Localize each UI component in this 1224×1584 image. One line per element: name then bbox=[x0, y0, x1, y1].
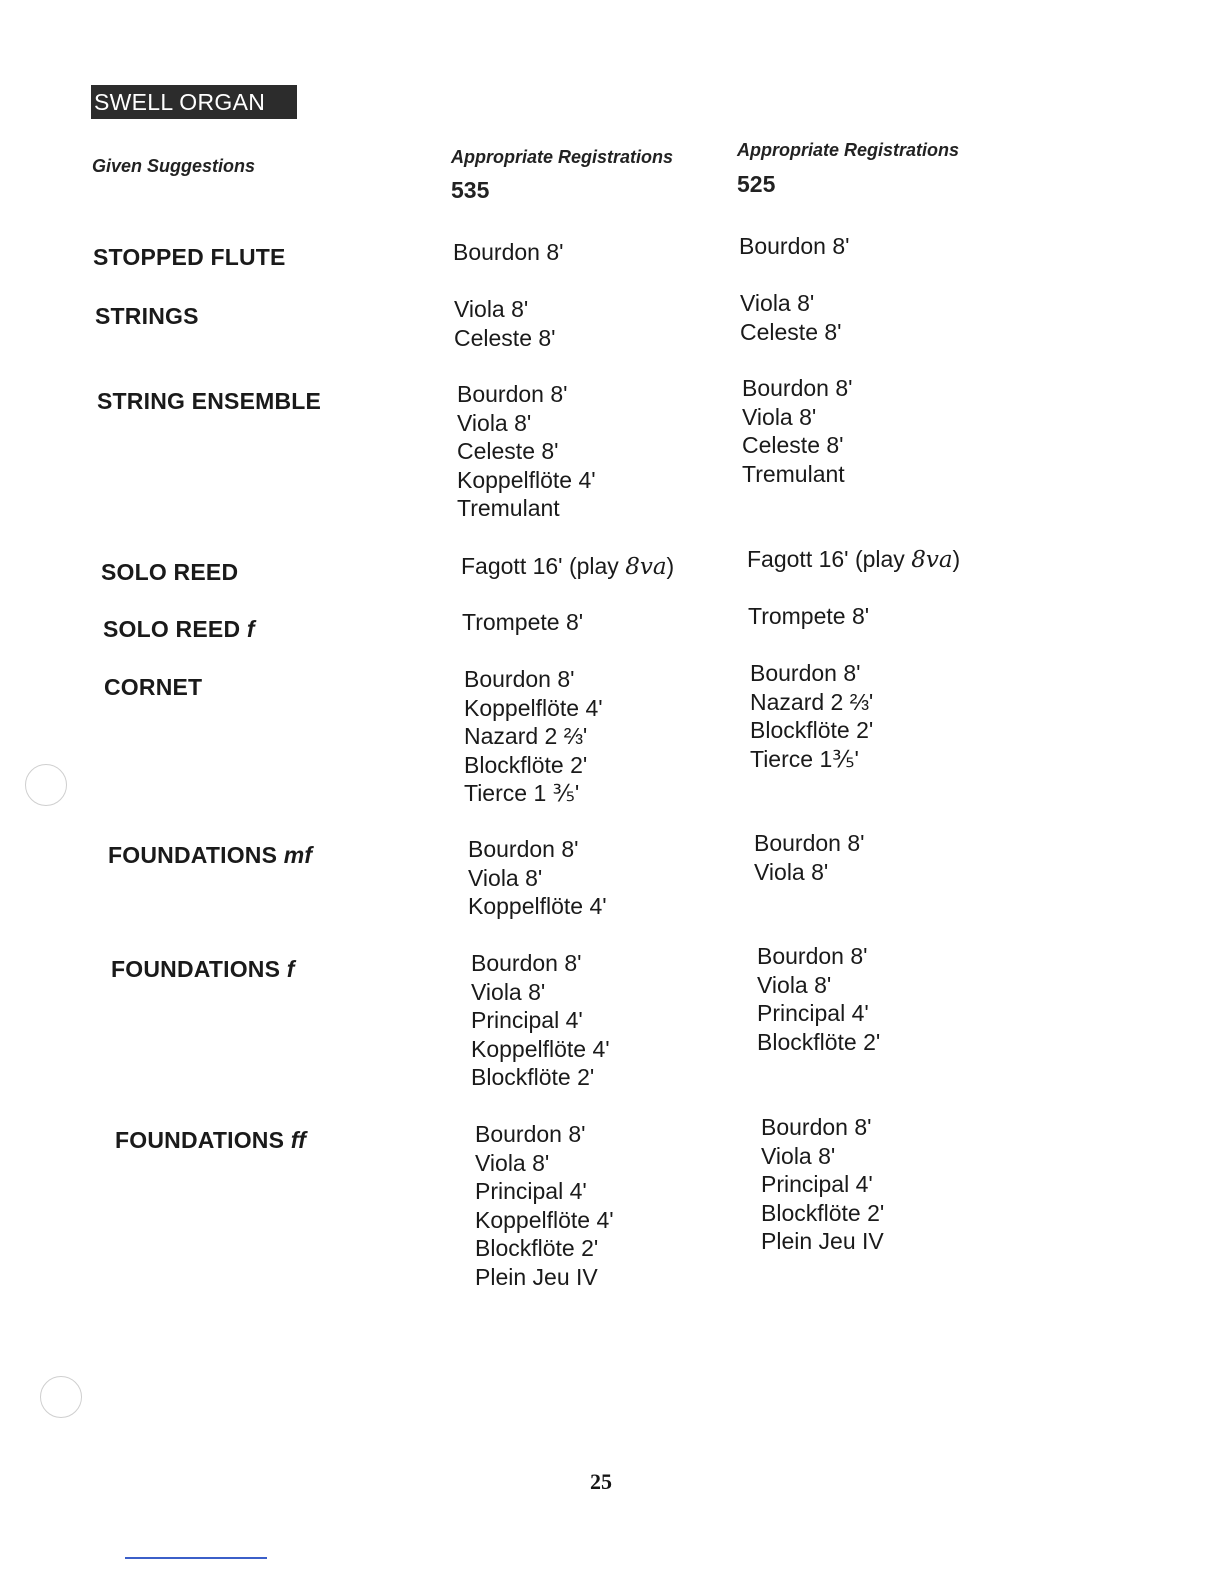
stop-item: Celeste 8' bbox=[742, 432, 844, 458]
suggestion-label bbox=[95, 303, 199, 330]
registration-525 bbox=[740, 289, 842, 346]
stop-item: Viola 8' bbox=[742, 403, 817, 430]
stop-item: Bourdon 8' bbox=[464, 666, 575, 692]
stop-item: Viola 8' bbox=[761, 1142, 836, 1169]
stop-item: Trompete 8' bbox=[462, 609, 584, 635]
dynamic-marking: f bbox=[246, 616, 255, 642]
stop-item: Viola 8' bbox=[475, 1149, 550, 1176]
registration-535 bbox=[468, 835, 607, 921]
stop-item: Bourdon 8' bbox=[468, 836, 579, 862]
registration-535 bbox=[464, 665, 603, 808]
stop-item: Blockflöte 2' bbox=[750, 717, 874, 743]
registration-525 bbox=[757, 942, 880, 1056]
stop-item: Bourdon 8' bbox=[453, 239, 564, 265]
registration-535 bbox=[471, 949, 610, 1092]
col-535-header-number: 535 bbox=[451, 177, 490, 203]
stop-item: Koppelflöte 4' bbox=[464, 694, 603, 721]
suggestion-label-text: STOPPED FLUTE bbox=[93, 244, 286, 270]
registration-535 bbox=[453, 238, 564, 267]
dynamic-marking: f bbox=[286, 956, 295, 982]
stop-item: Trompete 8' bbox=[748, 603, 870, 629]
stop-item: Blockflöte 2' bbox=[464, 751, 588, 778]
stop-item: Principal 4' bbox=[471, 1007, 583, 1033]
suggestion-label bbox=[111, 956, 295, 983]
stop-item: Blockflöte 2' bbox=[757, 1028, 881, 1055]
stop-item: Bourdon 8' bbox=[739, 233, 850, 259]
section-title: SWELL ORGAN bbox=[91, 85, 297, 119]
suggestion-label-text: SOLO REED bbox=[101, 559, 239, 585]
stop-item: Koppelflöte 4' bbox=[468, 893, 607, 919]
dynamic-marking: ff bbox=[290, 1127, 307, 1153]
suggestion-label-text: FOUNDATIONS bbox=[111, 956, 281, 982]
stop-item: Viola 8' bbox=[740, 290, 815, 316]
stop-item: Fagott 16' (play 8va) bbox=[747, 546, 961, 573]
stop-item: Bourdon 8' bbox=[757, 943, 868, 969]
registration-525 bbox=[761, 1113, 884, 1256]
stop-item: Principal 4' bbox=[761, 1171, 873, 1197]
stop-item: Fagott 16' (play 8va) bbox=[461, 553, 675, 580]
registration-535 bbox=[475, 1120, 614, 1291]
suggestion-label bbox=[108, 842, 312, 869]
stop-item: Celeste 8' bbox=[457, 438, 559, 464]
stop-item: Koppelflöte 4' bbox=[457, 466, 596, 493]
stop-item: Bourdon 8' bbox=[457, 381, 568, 407]
stop-item: Celeste 8' bbox=[454, 324, 556, 351]
punch-hole-mark bbox=[40, 1376, 82, 1418]
suggestion-label-text: CORNET bbox=[104, 674, 203, 700]
suggestion-label bbox=[115, 1127, 306, 1154]
col-525-header-label: Appropriate Registrations bbox=[737, 140, 960, 160]
stop-item: Bourdon 8' bbox=[475, 1121, 586, 1147]
stop-item: Blockflöte 2' bbox=[471, 1064, 595, 1090]
dynamic-marking: mf bbox=[283, 842, 313, 868]
stop-item: Viola 8' bbox=[454, 296, 529, 322]
stop-item: Bourdon 8' bbox=[754, 830, 865, 856]
suggestion-label bbox=[103, 616, 255, 643]
ottava-marking: 8va bbox=[625, 554, 667, 580]
stop-item: Nazard 2 ⅔' bbox=[464, 723, 588, 749]
suggestion-label bbox=[104, 674, 202, 701]
punch-hole-mark bbox=[25, 764, 67, 806]
registration-525 bbox=[748, 602, 869, 631]
stop-item: Principal 4' bbox=[757, 1000, 869, 1026]
stop-item: Principal 4' bbox=[475, 1178, 587, 1204]
stop-item: Bourdon 8' bbox=[750, 660, 861, 686]
stop-item: Tremulant bbox=[457, 495, 560, 521]
col-525-header-number: 525 bbox=[737, 171, 776, 197]
given-suggestions-header: Given Suggestions bbox=[92, 156, 256, 176]
registration-525 bbox=[742, 374, 853, 488]
suggestion-label-text: FOUNDATIONS bbox=[108, 842, 278, 868]
stop-item: Blockflöte 2' bbox=[761, 1199, 885, 1226]
registration-535 bbox=[454, 295, 556, 352]
stop-item: Koppelflöte 4' bbox=[475, 1206, 614, 1233]
ottava-marking: 8va bbox=[911, 547, 953, 573]
suggestion-label bbox=[93, 244, 286, 271]
suggestion-label bbox=[97, 388, 321, 415]
stop-item: Plein Jeu IV bbox=[761, 1228, 884, 1254]
stop-item: Viola 8' bbox=[457, 409, 532, 436]
suggestion-label-text: STRING ENSEMBLE bbox=[97, 388, 322, 414]
registration-525 bbox=[754, 829, 865, 886]
stop-item: Bourdon 8' bbox=[471, 950, 582, 976]
stop-item: Viola 8' bbox=[471, 978, 546, 1005]
stop-item: Blockflöte 2' bbox=[475, 1235, 599, 1261]
stop-item: Tierce 1 ⅗' bbox=[464, 780, 580, 806]
suggestion-label-text: STRINGS bbox=[95, 303, 199, 329]
registration-525 bbox=[750, 659, 873, 773]
registration-525 bbox=[747, 545, 960, 575]
stop-item: Tremulant bbox=[742, 460, 845, 487]
stop-item: Celeste 8' bbox=[740, 318, 842, 345]
stop-item: Plein Jeu IV bbox=[475, 1263, 598, 1290]
stop-item: Viola 8' bbox=[754, 858, 829, 885]
scan-edge-line bbox=[125, 1557, 267, 1559]
stop-item: Bourdon 8' bbox=[761, 1114, 872, 1140]
stop-item: Viola 8' bbox=[757, 971, 832, 998]
suggestion-label bbox=[101, 559, 238, 586]
stop-item: Viola 8' bbox=[468, 864, 543, 891]
registration-535 bbox=[457, 380, 596, 523]
registration-535 bbox=[462, 608, 583, 637]
stop-item: Nazard 2 ⅔' bbox=[750, 688, 874, 715]
page-number: 25 bbox=[590, 1469, 612, 1494]
stop-item: Tierce 1⅗' bbox=[750, 745, 859, 772]
stop-item: Koppelflöte 4' bbox=[471, 1035, 610, 1062]
col-535-header-label: Appropriate Registrations bbox=[451, 147, 674, 167]
suggestion-label-text: SOLO REED bbox=[103, 616, 241, 642]
registration-525 bbox=[739, 232, 850, 261]
stop-item: Bourdon 8' bbox=[742, 375, 853, 401]
suggestion-label-text: FOUNDATIONS bbox=[115, 1127, 285, 1153]
registration-535 bbox=[461, 552, 674, 582]
